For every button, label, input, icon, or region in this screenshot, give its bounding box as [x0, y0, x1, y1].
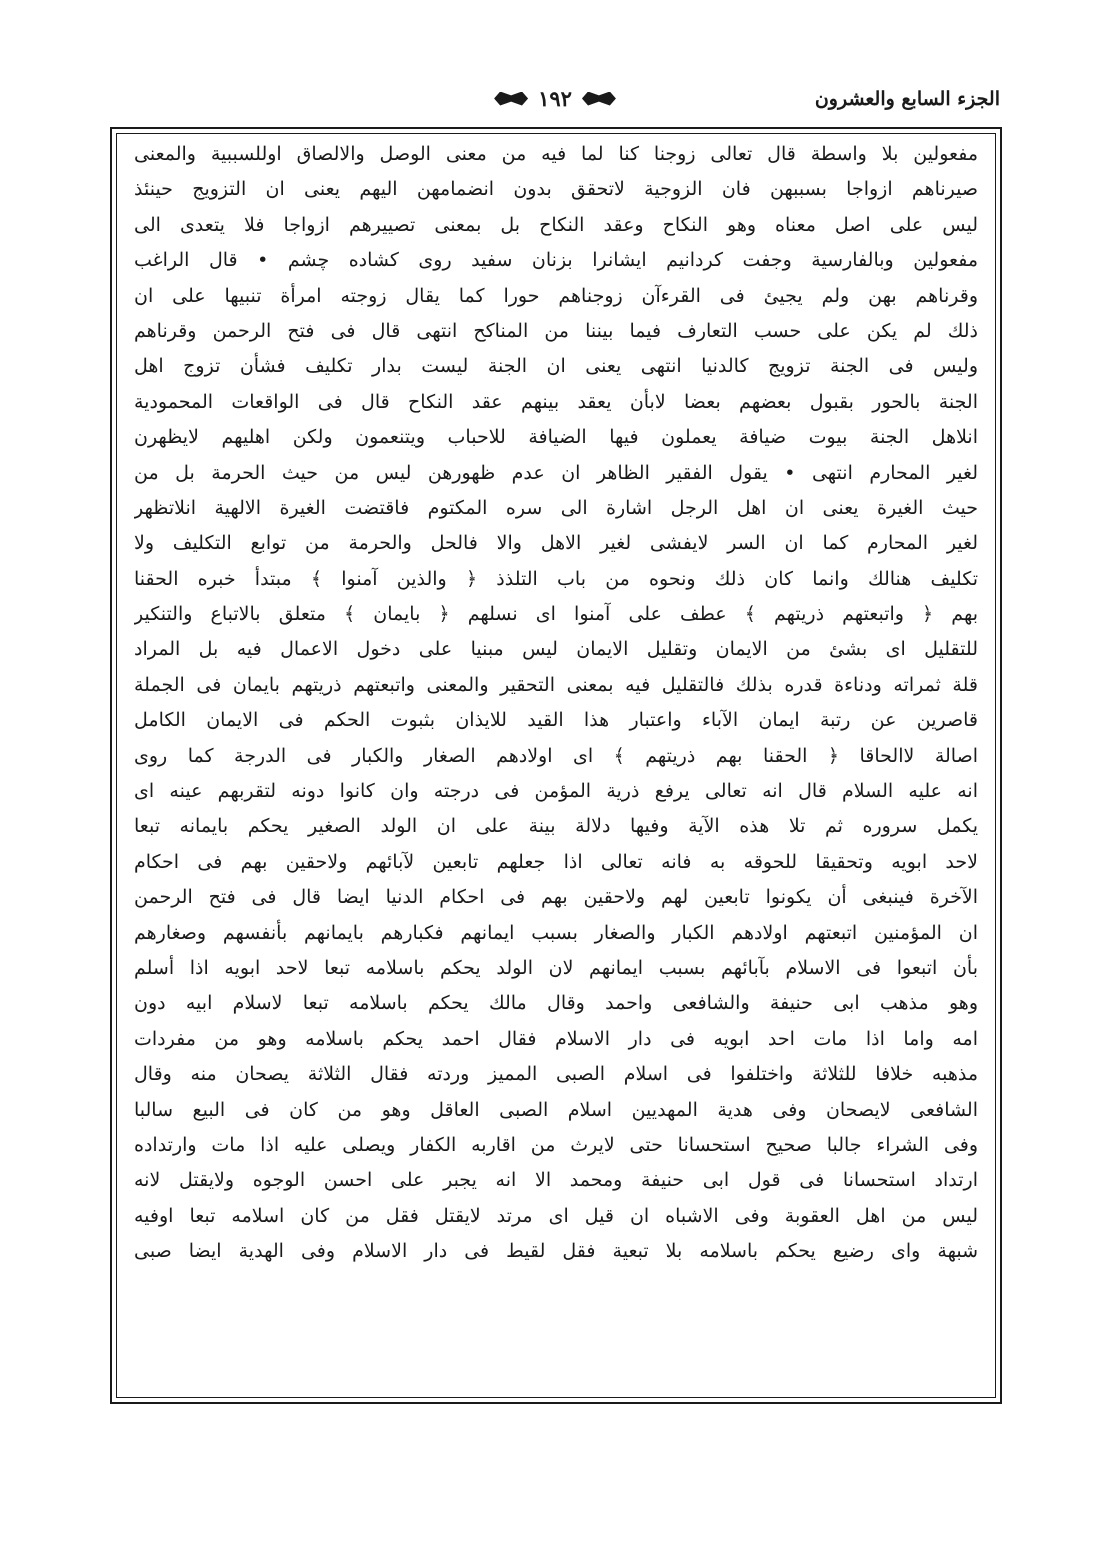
text-line: مفعولين وبالفارسية وجفت كردانيم ايشانرا بزنان سفيد روى كشاده چشم • قال الراغب — [134, 249, 978, 272]
text-line: وهو مذهب ابى حنيفة والشافعى واحمد وقال مالك يحكم باسلامه تبعا لاسلام ابيه دون — [134, 992, 978, 1015]
text-line: ليس من اهل العقوبة وفى الاشباه ان قيل اى مرتد لايقتل فقل من كان اسلامه تبعا اوفيه — [134, 1204, 978, 1227]
text-frame — [110, 127, 1002, 1404]
text-line: مفعولين بلا واسطة قال تعالى زوجنا كنا لما فيه من معنى الوصل والالصاق اوللسببية والمعنى — [134, 143, 978, 165]
text-line: قاصرين عن رتبة ايمان الآباء واعتبار هذا القيد للايذان بثبوت الحكم فى الايمان الكامل — [134, 709, 978, 732]
text-line: وقرناهم بهن ولم يجيئ فى القرءآن زوجناهم حورا كما يقال زوجته امرأة تنبيها على ان — [134, 284, 978, 307]
ornament-left-icon — [494, 92, 528, 106]
text-line: ان المؤمنين اتبعتهم اولادهم الكبار والصغار بسبب ايمانهم فكبارهم بايمانهم بأنفسهم وصغارهم — [134, 921, 978, 944]
text-line: قلة ثمراته ودناءة قدره بذلك فالتقليل فيه بمعنى التحقير والمعنى واتبعتهم ذريتهم بايمان فى الجملة — [134, 673, 978, 696]
text-line: انه عليه السلام قال انه تعالى يرفع ذرية المؤمن فى درجته وان كانوا دونه لتقربهم عينه اى — [134, 780, 978, 803]
page-number: ١٩٢ — [538, 86, 572, 111]
text-line: لغير المحارم انتهى • يقول الفقير الظاهر ان عدم ظهورهن ليس من حيث الحرمة بل من — [134, 461, 978, 484]
text-line: انلاهل الجنة بيوت ضيافة يعملون فيها الضيافة للاحباب ويتنعمون ولكن اهليهم لايظهرن — [134, 426, 978, 449]
text-line: لغير المحارم كما ان السر لايفشى لغير الاهل والا فالحل والحرمة من توابع التكليف ولا — [134, 532, 978, 555]
text-line: اصالة لاالحاقا ﴿ الحقنا بهم ذريتهم ﴾ اى اولادهم الصغار والكبار فى الدرجة كما روى — [134, 744, 978, 767]
text-line: وليس فى الجنة تزويج كالدنيا انتهى يعنى ان الجنة ليست بدار تكليف فشأن تزوج اهل — [134, 355, 978, 378]
text-line: امه واما اذا مات احد ابويه فى دار الاسلام فقال احمد يحكم باسلامه وهو من مفردات — [134, 1027, 978, 1050]
text-line: حيث الغيرة يعنى ان اهل الرجل اشارة الى سره المكتوم فاقتضت الغيرة الالهية انلاتظهر — [134, 496, 978, 519]
body-text — [134, 137, 978, 1376]
text-line: الجنة بالحور بقبول بعضهم بعضا لابأن يعقد بينهم عقد النكاح قال فى الواقعات المحمودية — [134, 390, 978, 413]
text-line — [134, 1340, 978, 1375]
text-line: الآخرة فينبغى أن يكونوا تابعين لهم ولاحقين بهم فى احكام الدنيا ايضا قال فى فتح الرحمن — [134, 886, 978, 909]
text-line: وفى الشراء جالبا صحيح استحسانا حتى لايرث من اقاربه الكفار ويصلى عليه اذا مات وارتداده — [134, 1133, 978, 1156]
text-line — [134, 1305, 978, 1340]
running-title: الجزء السابع والعشرون — [814, 88, 1000, 110]
text-line: ليس على اصل معناه وهو النكاح وعقد النكاح بل بمعنى تصييرهم ازواجا فلا يتعدى الى — [134, 213, 978, 236]
page-number-group — [494, 86, 616, 111]
text-line: بأن اتبعوا فى الاسلام بآبائهم بسبب ايمانهم لان الولد يحكم باسلامه تبعا لاحد ابويه اذا أسلم — [134, 956, 978, 979]
text-line: لاحد ابويه وتحقيقا للحوقه به فانه تعالى اذا جعلهم تابعين لآبائهم ولاحقين بهم فى احكام — [134, 850, 978, 873]
text-line — [134, 1270, 978, 1305]
ornament-right-icon — [582, 92, 616, 106]
text-line: ذلك لم يكن على حسب التعارف فيما بيننا من المناكح انتهى قال فى فتح الرحمن وقرناهم — [134, 319, 978, 342]
text-line: للتقليل اى بشئ من الايمان وتقليل الايمان ليس مبنيا على دخول الاعمال فيه بل المراد — [134, 638, 978, 661]
text-line: تكليف هنالك وانما كان ذلك ونحوه من باب التلذذ ﴿ والذين آمنوا ﴾ مبتدأ خبره الحقنا — [134, 567, 978, 590]
text-line: ارتداد استحسانا فى قول ابى حنيفة ومحمد الا انه يجبر على احسن الوجوه ولايقتل لانه — [134, 1169, 978, 1192]
text-line: صيرناهم ازواجا بسببهن فان الزوجية لاتحقق بدون انضمامهن اليهم يعنى ان التزويج حينئذ — [134, 178, 978, 201]
text-line: بهم ﴿ واتبعتهم ذريتهم ﴾ عطف على آمنوا اى نسلهم ﴿ بايمان ﴾ متعلق بالاتباع والتنكير — [134, 603, 978, 626]
page-header — [110, 84, 1000, 122]
text-line: شبهة واى رضيع يحكم باسلامه بلا تبعية فقل لقيط فى دار الاسلام وفى الهدية ايضا صبى — [134, 1240, 978, 1263]
text-line: يكمل سروره ثم تلا هذه الآية وفيها دلالة بينة على ان الولد الصغير يحكم بايمانه تبعا — [134, 815, 978, 838]
text-line: مذهبه خلافا للثلاثة واختلفوا فى اسلام الصبى المميز وردته فقال الثلاثة يصحان منه وقال — [134, 1063, 978, 1086]
text-line: الشافعى لايصحان وفى هدية المهديين اسلام الصبى العاقل وهو من كان فى البيع سالبا — [134, 1098, 978, 1121]
